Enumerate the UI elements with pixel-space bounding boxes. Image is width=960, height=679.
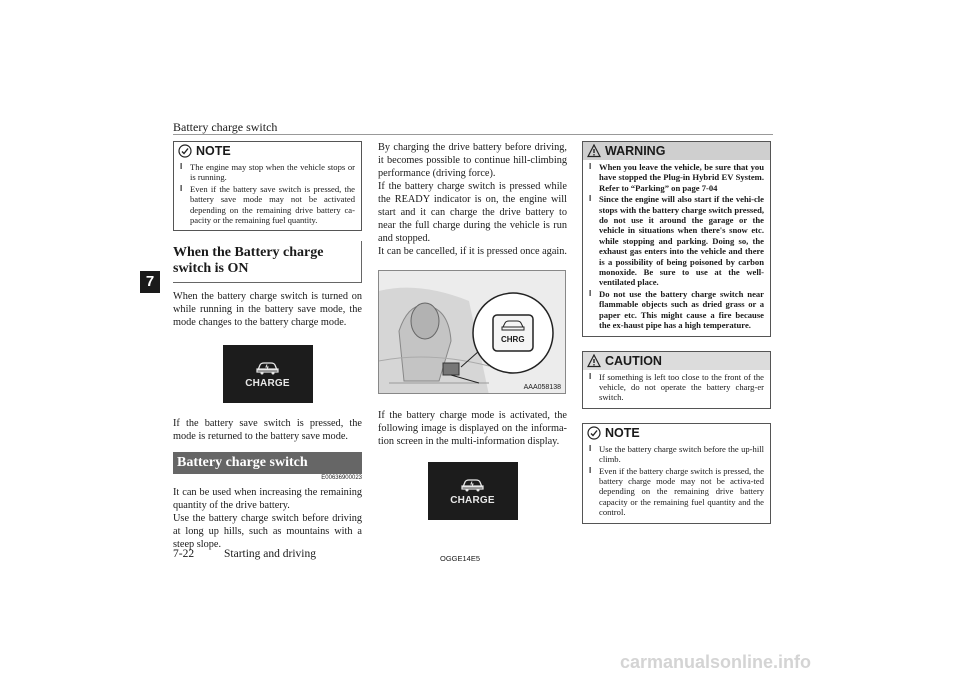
- list-item: l Even if the battery charge switch is pressed, the battery charge mode may not be activa-ted depending on the remaining drive battery capacity or the remaining fuel quantity and the control.: [589, 465, 764, 518]
- note-icon: [587, 426, 601, 440]
- list-item: l When you leave the vehicle, be sure that you have stopped the Plug-in Hybrid EV System. Refer to “Parking” on page 7-04: [589, 162, 764, 193]
- footer-page-number: 7-22: [173, 548, 195, 560]
- bullet-icon: l: [589, 162, 592, 171]
- warning-box: [582, 141, 771, 337]
- section-code: E00636900023: [321, 475, 362, 482]
- paragraph: If the battery charge switch is pressed while the READY indicator is on, the engine will start and it can charge the drive battery to near the full charge during the vehicle is run and stopped.: [378, 181, 567, 244]
- paragraph: It can be used when increasing the remaining quantity of the drive battery.: [173, 487, 362, 512]
- paragraph: When the battery charge switch is turned on while running in the battery save mode, the mode changes to the battery charge mode.: [173, 291, 362, 329]
- list-item: l Use the battery charge switch before the up-hill climb.: [589, 443, 764, 465]
- note-box-2: [582, 423, 771, 524]
- vehicle-charge-icon: [255, 359, 281, 375]
- charge-indicator-image: [223, 345, 313, 403]
- bullet-icon: l: [589, 371, 592, 381]
- vehicle-charge-icon: [460, 476, 486, 492]
- paragraph: By charging the drive battery before driving, it becomes possible to continue hill-climbing performance (driving force).: [378, 142, 567, 179]
- charge-indicator-image: [428, 462, 518, 520]
- paragraph: If the battery charge mode is activated, the following image is displayed on the informa-tion screen in the multi-information display.: [378, 410, 567, 447]
- footer-section-title: Starting and driving: [224, 548, 316, 560]
- bullet-icon: l: [589, 443, 592, 453]
- shift-lever-illustration: [379, 271, 566, 394]
- paragraph: If the battery save switch is pressed, the mode is returned to the battery save mode.: [173, 418, 362, 443]
- note-body: [174, 160, 361, 230]
- list-item: l Since the engine will also start if the vehi-cle stops with the battery charge switch pressed, do not use it around the garage or the vehicle in situations when there's snow etc. while stopping and parking. Doing so, the exhaust gas enters into the vehicle and there is a possibility of being poisoned by carbon monoxide. Be sure to use at the well-ventilated place.: [589, 194, 764, 288]
- caution-triangle-icon: [587, 354, 601, 368]
- photo-code: AAA058138: [523, 384, 561, 391]
- note-header: [174, 142, 361, 160]
- warning-header: [583, 142, 770, 160]
- bullet-icon: l: [180, 162, 183, 171]
- note-title: NOTE: [605, 425, 640, 440]
- list-item: l The engine may stop when the vehicle stops or is running.: [180, 162, 355, 183]
- subsection-heading: When the Battery charge switch is ON: [173, 241, 362, 283]
- watermark: carmanualsonline.info: [620, 652, 812, 672]
- column-1: [173, 141, 362, 551]
- section-heading: Battery charge switch: [173, 452, 362, 474]
- note-body: [583, 442, 770, 523]
- caution-header: [583, 352, 770, 370]
- caution-box: [582, 351, 771, 409]
- warning-title: WARNING: [605, 144, 666, 158]
- charge-label: CHARGE: [245, 378, 290, 390]
- column-2: [378, 141, 567, 520]
- list-item: l Even if the battery save switch is pressed, the battery save mode may not be activated depending on the remaining drive battery ca-pacity or the remaining fuel quantity.: [180, 183, 355, 226]
- note-box-1: [173, 141, 362, 231]
- caution-body: [583, 370, 770, 408]
- chrg-switch-label: CHRG: [501, 335, 525, 344]
- paragraph: It can be cancelled, if it is pressed once again.: [378, 246, 567, 257]
- note-title: NOTE: [196, 144, 231, 158]
- bullet-icon: l: [589, 194, 592, 204]
- note-header: [583, 424, 770, 442]
- footer-doc-code: OGGE14E5: [440, 554, 481, 563]
- bullet-icon: l: [589, 288, 592, 298]
- bullet-icon: l: [589, 465, 592, 475]
- warning-body: [583, 160, 770, 336]
- bullet-icon: l: [180, 183, 183, 193]
- header-rule: [173, 134, 773, 135]
- page-header-title: Battery charge switch: [173, 120, 278, 134]
- caution-title: CAUTION: [605, 353, 662, 368]
- charge-label: CHARGE: [450, 495, 495, 506]
- console-photo: [378, 270, 566, 394]
- chapter-tab: 7: [140, 271, 160, 293]
- list-item: l If something is left too close to the front of the vehicle, do not operate the battery charg-er switch.: [589, 371, 764, 403]
- warning-triangle-icon: [587, 144, 601, 158]
- list-item: l Do not use the battery charge switch near flammable objects such as dried grass or a paper etc. This might cause a fire because the ex-haust pipe has a high temperature.: [589, 288, 764, 331]
- note-icon: [178, 144, 192, 158]
- column-3: [582, 141, 771, 524]
- paragraph: Use the battery charge switch before driving at long up hills, such as mountains with a steep slope.: [173, 513, 362, 551]
